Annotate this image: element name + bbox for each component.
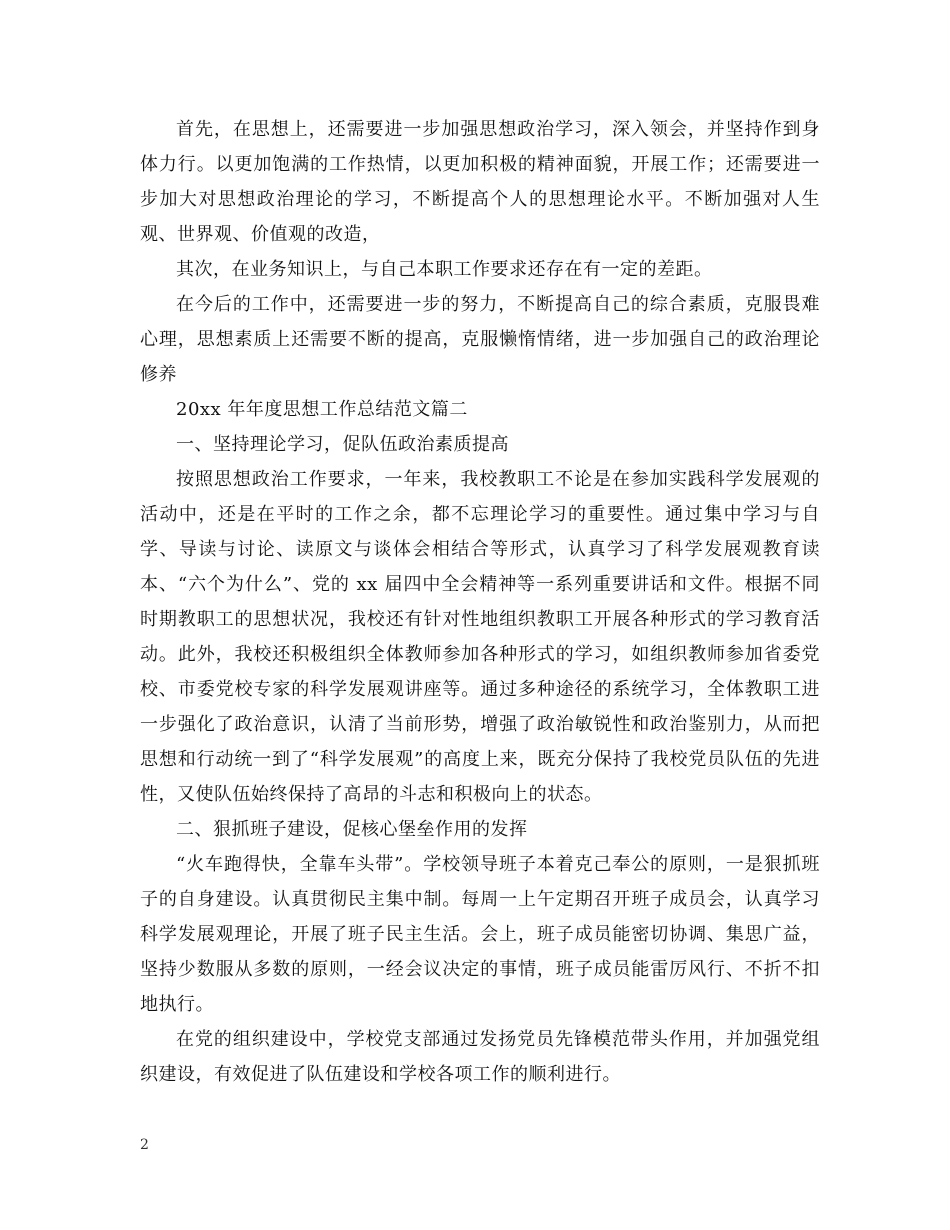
paragraph: 在今后的工作中，还需要进一步的努力，不断提高自己的综合素质，克服畏难心理，思想素质上还需要不断的提高，克服懒惰情绪，进一步加强自己的政治理论修养 [140, 294, 820, 385]
paragraph: 按照思想政治工作要求，一年来，我校教职工不论是在参加实践科学发展观的活动中，还是在平时的工作之余，都不忘理论学习的重要性。通过集中学习与自学、导读与讨论、读原文与谈体会相结合等形式，认真学习了科学发展观教育读本、“六个为什么”、党的 xx 届四中全会精神等一系列重要讲话和文件。根据不同时期教职工的思想状况，我校还有针对性地组织教职工开展各种形式的学习教育活动。此外，我校还积极组织全体教师参加各种形式的学习，如组织教师参加省委党校、市委党校专家的科学发展观讲座等。通过多种途径的系统学习，全体教职工进一步强化了政治意识，认清了当前形势，增强了政治敏锐性和政治鉴别力，从而把思想和行动统一到了“科学发展观”的高度上来，既充分保持了我校党员队伍的先进性，又使队伍始终保持了高昂的斗志和积极向上的状态。 [140, 469, 820, 805]
page-number: 2 [140, 1137, 149, 1153]
paragraph: “火车跑得快，全靠车头带”。学校领导班子本着克己奉公的原则，一是狠抓班子的自身建设。认真贯彻民主集中制。每周一上午定期召开班子成员会，认真学习科学发展观理论，开展了班子民主生活。会上，班子成员能密切协调、集思广益，坚持少数服从多数的原则，一经会议决定的事情，班子成员能雷厉风行、不折不扣地执行。 [140, 854, 820, 1015]
paragraph: 在党的组织建设中，学校党支部通过发扬党员先锋模范带头作用，并加强党组织建设，有效促进了队伍建设和学校各项工作的顺利进行。 [140, 1029, 820, 1085]
paragraph: 其次，在业务知识上，与自己本职工作要求还存在有一定的差距。 [176, 259, 713, 280]
paragraph: 首先，在思想上，还需要进一步加强思想政治学习，深入领会，并坚持作到身体力行。以更加饱满的工作热情，以更加积极的精神面貌，开展工作；还需要进一步加大对思想政治理论的学习，不断提高个人的思想理论水平。不断加强对人生观、世界观、价值观的改造， [140, 119, 820, 245]
document-body [140, 112, 820, 1092]
section-heading: 一、坚持理论学习，促队伍政治素质提高 [176, 434, 509, 455]
section-title: 20xx 年年度思想工作总结范文篇二 [176, 399, 468, 420]
section-heading: 二、狠抓班子建设，促核心堡垒作用的发挥 [176, 819, 528, 840]
